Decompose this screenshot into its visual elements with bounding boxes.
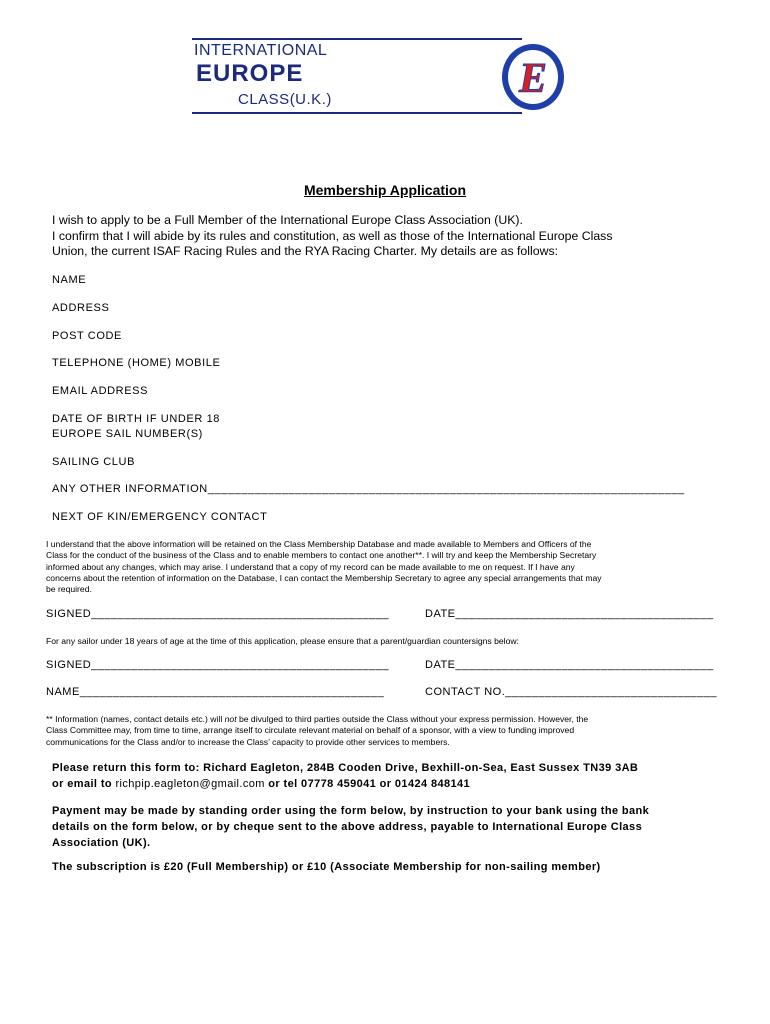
- intro-line: Union, the current ISAF Racing Rules and the RYA Racing Charter. My details are as follows:: [52, 244, 559, 258]
- europe-class-emblem-icon: [500, 42, 566, 112]
- privacy-footnote: ** Information (names, contact details etc.) will not be divulged to third parties outside the Class without your express permission. However, the Class Committee may, from time to time, arrange itself to circulate relevant material on behalf of a sponsor, with a view to funding improved communications for the Class and/or to increase the Class’ capacity to provide other services to members.: [46, 714, 589, 747]
- return-instructions: Please return this form to: Richard Eagleton, 284B Cooden Drive, Bexhill-on-Sea, East Sussex TN39 3AB or email to richpip.eagleton@gmail.com or tel 07778 459041 or 01424 848141: [52, 762, 639, 790]
- guardian-name-field[interactable]: NAME______________________________________________: [46, 686, 385, 698]
- logo-line-europe: EUROPE: [196, 60, 304, 87]
- sail-number-field[interactable]: EUROPE SAIL NUMBER(S): [52, 428, 203, 440]
- address-field[interactable]: ADDRESS: [52, 302, 110, 314]
- applicant-signature-field[interactable]: SIGNED_____________________________________________: [46, 608, 389, 620]
- sailing-club-field[interactable]: SAILING CLUB: [52, 456, 136, 468]
- footnote-emphasis: not: [224, 714, 237, 724]
- subscription-fees: The subscription is £20 (Full Membership) or £10 (Associate Membership for non-sailing member): [52, 861, 601, 873]
- intro-line: I confirm that I will abide by its rules and constitution, as well as those of the International Europe Class: [52, 228, 613, 243]
- applicant-date-field[interactable]: DATE_______________________________________: [425, 608, 714, 620]
- guardian-contact-field[interactable]: CONTACT NO.________________________________: [425, 686, 718, 698]
- data-retention-disclaimer: I understand that the above information will be retained on the Class Membership Database and made available to Members and Officers of the Class for the conduct of the business of the Class and to enable members to contact one another**. I will try and keep the Membership Secretary informed about any changes, which may arise. I understand that a copy of my record can be made available to me on request. If I have any concerns about the retention of information on the Database, I can contact the Membership Secretary to agree any special arrangements that may be required.: [46, 539, 602, 595]
- logo-line-international: INTERNATIONAL: [194, 42, 328, 59]
- logo-bottom-rule: [192, 112, 522, 114]
- page-title: Membership Application: [303, 182, 467, 198]
- class-logo: [192, 38, 580, 116]
- date-of-birth-field[interactable]: DATE OF BIRTH IF UNDER 18: [52, 413, 221, 425]
- logo-line-class: CLASS(U.K.): [238, 91, 332, 108]
- post-code-field[interactable]: POST CODE: [52, 330, 122, 342]
- email-field[interactable]: EMAIL ADDRESS: [52, 385, 149, 397]
- payment-instructions: Payment may be made by standing order using the form below, by instruction to your bank using the bank details on the form below, or by cheque sent to the above address, payable to International Europe Class Association (UK).: [52, 805, 650, 849]
- intro-paragraph: [52, 213, 742, 260]
- other-information-field[interactable]: ANY OTHER INFORMATION_______________________________________________________________________: [52, 483, 685, 495]
- intro-line: I wish to apply to be a Full Member of the International Europe Class Association (UK).: [52, 213, 523, 227]
- logo-top-rule: [192, 38, 522, 40]
- guardian-date-field[interactable]: DATE_______________________________________: [425, 659, 714, 671]
- guardian-signature-field[interactable]: SIGNED_____________________________________________: [46, 659, 389, 671]
- next-of-kin-field[interactable]: NEXT OF KIN/EMERGENCY CONTACT: [52, 511, 268, 523]
- return-email-link[interactable]: richpip.eagleton@gmail.com: [115, 778, 265, 790]
- badge-letter: E: [518, 56, 548, 102]
- name-field[interactable]: NAME: [52, 274, 87, 286]
- guardian-note: For any sailor under 18 years of age at the time of this application, please ensure that a parent/guardian countersigns below:: [46, 636, 519, 646]
- telephone-field[interactable]: TELEPHONE (HOME) MOBILE: [52, 357, 221, 369]
